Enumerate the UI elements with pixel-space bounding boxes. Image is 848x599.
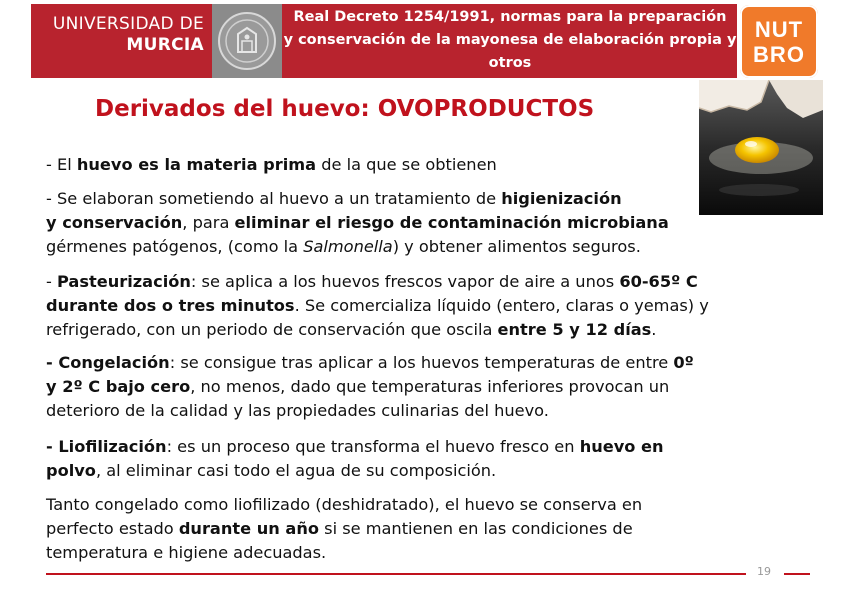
footer-divider (46, 573, 746, 575)
university-seal-icon (212, 4, 282, 78)
header-title (283, 6, 737, 75)
header-title-line1: Real Decreto 1254/1991, normas para la preparación (293, 9, 727, 25)
paragraph-4: - Congelación: se consigue tras aplicar a los huevos temperaturas de entre 0º y 2º C bajo cero, no menos, dado que temperaturas inferiores provocan un deterioro de la calidad y las propiedades culinarias del huevo. (46, 353, 694, 420)
paragraph-6: Tanto congelado como liofilizado (deshidratado), el huevo se conserva en perfecto estado durante un año si se mantienen en las condiciones de temperatura e higiene adecuadas. (46, 495, 643, 562)
paragraph-3: - Pasteurización: se aplica a los huevos frescos vapor de aire a unos 60-65º C durante dos o tres minutos. Se comercializa líquido (entero, claras o yemas) y refrigerado, con un periodo de conservación que oscila entre 5 y 12 días. (46, 272, 709, 339)
footer-divider-right (784, 573, 810, 575)
paragraph-5: - Liofilización: es un proceso que transforma el huevo fresco en huevo en polvo, al eliminar casi todo el agua de su composición. (46, 437, 664, 480)
university-name-line1: UNIVERSIDAD DE (52, 14, 204, 34)
logo-line1: NUT (754, 17, 804, 42)
page-number: 19 (757, 565, 771, 578)
logo-line2: BRO (753, 42, 805, 67)
paragraph-1: - El huevo es la materia prima de la que se obtienen (46, 155, 497, 174)
paragraph-2: - Se elaboran sometiendo al huevo a un tratamiento de higienización y conservación, para eliminar el riesgo de contaminación microbiana gérmenes patógenos, (como la Salmonella) y obtener alimentos seguros. (46, 189, 669, 256)
slide-title: Derivados del huevo: OVOPRODUCTOS (95, 96, 595, 122)
nutbro-logo (740, 5, 818, 78)
university-logo-text (44, 14, 204, 56)
university-name-line2: MURCIA (126, 35, 204, 55)
header-title-line3: otros (488, 55, 532, 71)
header-title-line2: y conservación de la mayonesa de elaboración propia y (283, 32, 737, 48)
